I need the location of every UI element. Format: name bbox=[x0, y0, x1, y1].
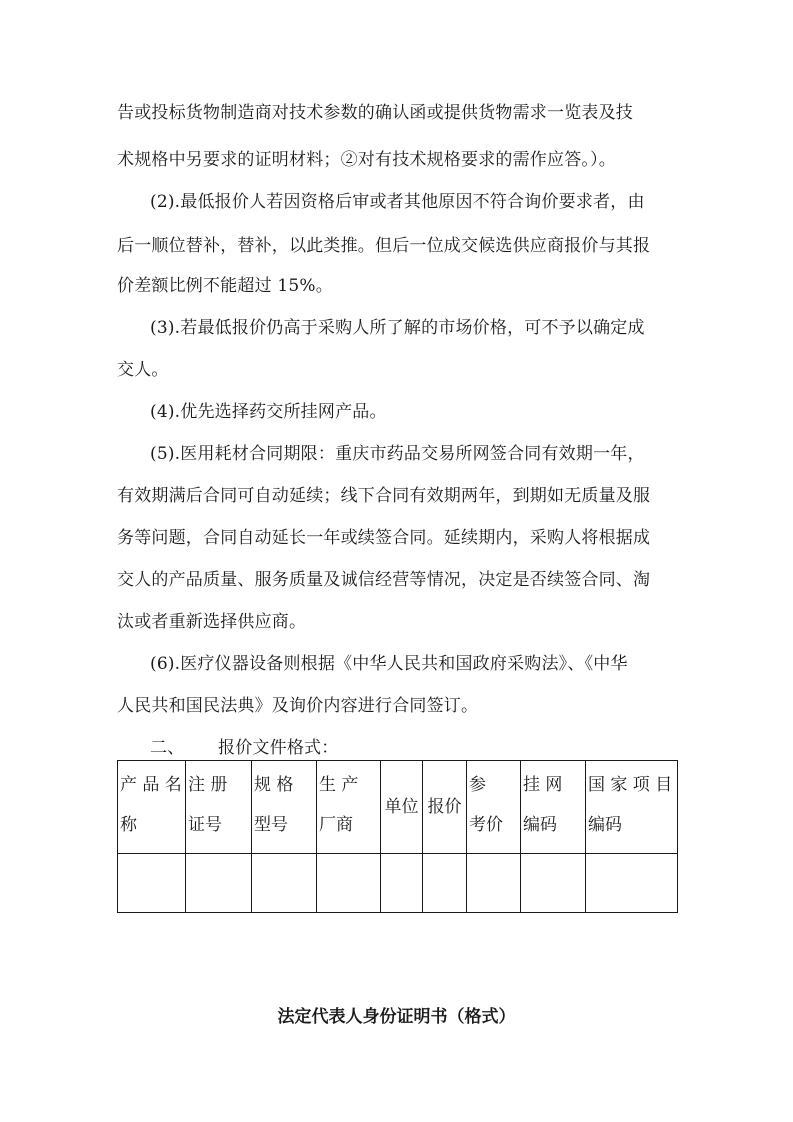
header-specification-model: 规 格 型号 bbox=[252, 761, 317, 854]
header-unit: 单位 bbox=[381, 761, 423, 854]
paragraph-line: 交人。 bbox=[117, 360, 169, 380]
table-cell bbox=[586, 854, 678, 913]
header-listing-code: 挂 网 编码 bbox=[521, 761, 586, 854]
table-cell bbox=[423, 854, 467, 913]
paragraph-line: 交人的产品质量、服务质量及诚信经营等情况，决定是否续签合同、淘 bbox=[117, 570, 651, 590]
header-quote: 报价 bbox=[423, 761, 467, 854]
table-cell bbox=[381, 854, 423, 913]
header-registration-number: 注 册 证号 bbox=[186, 761, 252, 854]
header-manufacturer: 生 产 厂商 bbox=[317, 761, 381, 854]
table-cell bbox=[467, 854, 521, 913]
table-cell bbox=[118, 854, 186, 913]
paragraph-line: (6).医疗仪器设备则根据《中华人民共和国政府采购法》、《中华 bbox=[150, 654, 628, 674]
table-cell bbox=[252, 854, 317, 913]
paragraph-line: 汰或者重新选择供应商。 bbox=[117, 612, 307, 632]
header-national-item-code: 国 家 项 目编码 bbox=[586, 761, 678, 854]
paragraph-line: (4).优先选择药交所挂网产品。 bbox=[150, 402, 387, 422]
paragraph-line: 务等问题，合同自动延长一年或续签合同。延续期内，采购人将根据成 bbox=[117, 528, 651, 548]
header-reference-price: 参 考价 bbox=[467, 761, 521, 854]
paragraph-line: 术规格中另要求的证明材料；②对有技术规格要求的需作应答。）。 bbox=[117, 150, 616, 170]
table-header-row bbox=[118, 761, 678, 854]
section-heading: 二、 报价文件格式： bbox=[150, 738, 339, 758]
table-cell bbox=[521, 854, 586, 913]
paragraph-line: (2).最低报价人若因资格后审或者其他原因不符合询价要求者，由 bbox=[150, 192, 645, 212]
paragraph-line: 后一顺位替补，替补，以此类推。但后一位成交候选供应商报价与其报 bbox=[117, 236, 651, 256]
table-row bbox=[118, 854, 678, 913]
table-cell bbox=[186, 854, 252, 913]
header-product-name: 产 品 名称 bbox=[118, 761, 186, 854]
paragraph-line: (5).医用耗材合同期限：重庆市药品交易所网签合同有效期一年， bbox=[150, 444, 645, 464]
paragraph-line: 价差额比例不能超过 15%。 bbox=[117, 276, 333, 296]
paragraph-line: (3).若最低报价仍高于采购人所了解的市场价格，可不予以确定成 bbox=[150, 318, 645, 338]
paragraph-line: 人民共和国民法典》及询价内容进行合同签订。 bbox=[117, 696, 479, 716]
section-title: 法定代表人身份证明书（格式） bbox=[277, 1007, 516, 1027]
price-table bbox=[117, 760, 678, 913]
table-cell bbox=[317, 854, 381, 913]
paragraph-line: 有效期满后合同可自动延续；线下合同有效期两年，到期如无质量及服 bbox=[117, 486, 651, 506]
paragraph-line: 告或投标货物制造商对技术参数的确认函或提供货物需求一览表及技 bbox=[117, 103, 633, 123]
